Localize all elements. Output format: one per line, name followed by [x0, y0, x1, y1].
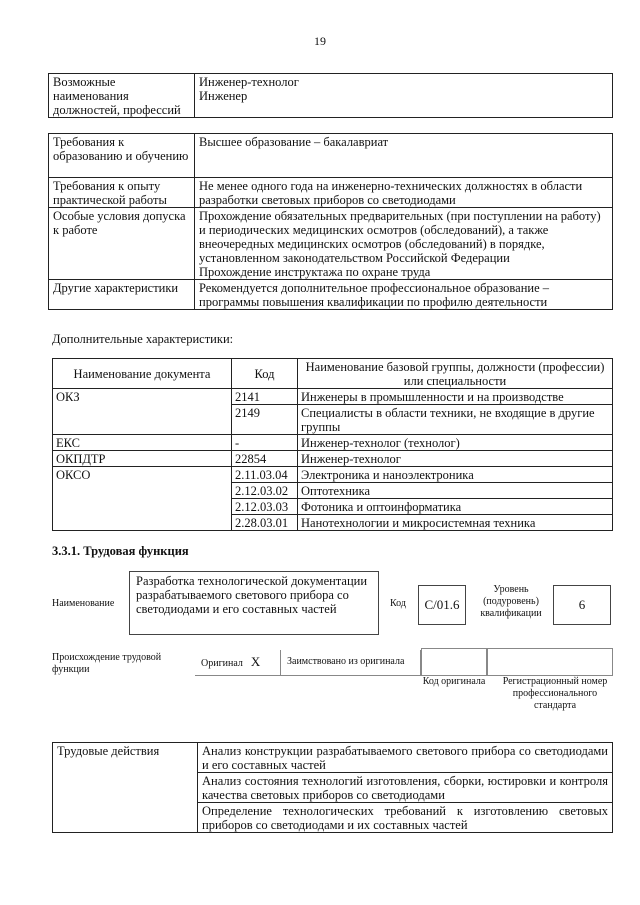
row-doc [53, 499, 232, 515]
req-education-value: Высшее образование – бакалавриат [195, 134, 613, 178]
row-name: Фотоника и оптоинформатика [298, 499, 613, 515]
row-code: 2.12.03.03 [232, 499, 298, 515]
original-cell [195, 650, 281, 676]
labour-action-item: Анализ состояния технологий изготовления, сборки, юстировки и контроля качества световых приборов со светодиодами [198, 773, 613, 803]
row-doc [53, 515, 232, 531]
header-document: Наименование документа [53, 359, 232, 389]
req-other-label: Другие характеристики [49, 280, 195, 310]
requirements-table [48, 133, 613, 310]
row-name: Нанотехнологии и микросистемная техника [298, 515, 613, 531]
row-doc: ЕКС [53, 435, 232, 451]
row-doc [53, 483, 232, 499]
borrowed-label: Заимствовано из оригинала [281, 650, 421, 676]
req-experience-value: Не менее одного года на инженерно-технических должностях в области разработки световых приборов со светодиодами [195, 178, 613, 208]
additional-title: Дополнительные характеристики: [52, 332, 234, 346]
row-code: 2141 [232, 389, 298, 405]
header-code: Код [232, 359, 298, 389]
req-other-value: Рекомендуется дополнительное профессиональное образование – программы повышения квалификации по профилю деятельности [195, 280, 613, 310]
job-titles-table [48, 73, 613, 118]
req-education-label: Требования к образованию и обучению [49, 134, 195, 178]
row-name: Инженер-технолог [298, 451, 613, 467]
function-name-label: Наименование [52, 598, 115, 609]
row-code: 2149 [232, 405, 298, 435]
origin-label: Происхождение трудовой функции [52, 652, 162, 675]
function-name-value: Разработка технологической документации разрабатываемого светового прибора со светодиодами и его составных частей [129, 571, 379, 635]
row-doc [53, 405, 232, 435]
req-conditions-value: Прохождение обязательных предварительных (при поступлении на работу) и периодических медицинских осмотров (обследований), а также внеочередных медицинских осмотров (обследований) в порядке, установленном законодательством Российской Федерации [199, 209, 601, 265]
original-mark: Х [250, 654, 261, 669]
row-code: 2.28.03.01 [232, 515, 298, 531]
row-name: Специалисты в области техники, не входящие в другие группы [298, 405, 613, 435]
row-doc: ОКЗ [53, 389, 232, 405]
row-name: Инженеры в промышленности и на производстве [298, 389, 613, 405]
job-title-2: Инженер [199, 89, 248, 103]
row-doc: ОКСО [53, 467, 232, 483]
labour-action-item: Анализ конструкции разрабатываемого светового прибора со светодиодами и его составных частей [198, 743, 613, 773]
additional-table [52, 358, 613, 531]
qualification-level-label: Уровень (подуровень) квалификации [480, 584, 542, 619]
original-label: Оригинал [201, 658, 243, 669]
req-conditions-label: Особые условия допуска к работе [49, 208, 195, 280]
req-experience-label: Требования к опыту практической работы [49, 178, 195, 208]
row-name: Оптотехника [298, 483, 613, 499]
row-name: Инженер-технолог (технолог) [298, 435, 613, 451]
req-conditions-value-2: Прохождение инструктажа по охране труда [199, 265, 431, 279]
row-code: - [232, 435, 298, 451]
reg-number-label: Регистрационный номер профессионального стандарта [502, 676, 608, 711]
function-code-value: С/01.6 [418, 585, 466, 625]
row-code: 2.12.03.02 [232, 483, 298, 499]
page-number: 19 [314, 34, 326, 48]
qualification-level-value: 6 [553, 585, 611, 625]
job-titles-label: Возможные наименования должностей, профессий [49, 74, 195, 118]
labour-actions-label: Трудовые действия [53, 743, 198, 773]
code-original-cell [421, 648, 487, 676]
header-group-name: Наименование базовой группы, должности (профессии) или специальности [298, 359, 613, 389]
labour-actions-table [52, 742, 613, 833]
row-name: Электроника и наноэлектроника [298, 467, 613, 483]
row-doc: ОКПДТР [53, 451, 232, 467]
job-title-1: Инженер-технолог [199, 75, 299, 89]
code-original-label: Код оригинала [422, 676, 486, 687]
row-code: 22854 [232, 451, 298, 467]
section-title: 3.3.1. Трудовая функция [52, 544, 189, 558]
reg-number-cell [487, 648, 613, 676]
row-code: 2.11.03.04 [232, 467, 298, 483]
function-code-label: Код [390, 598, 406, 609]
labour-action-item: Определение технологических требований к изготовлению световых приборов со светодиодами и их составных частей [198, 803, 613, 833]
